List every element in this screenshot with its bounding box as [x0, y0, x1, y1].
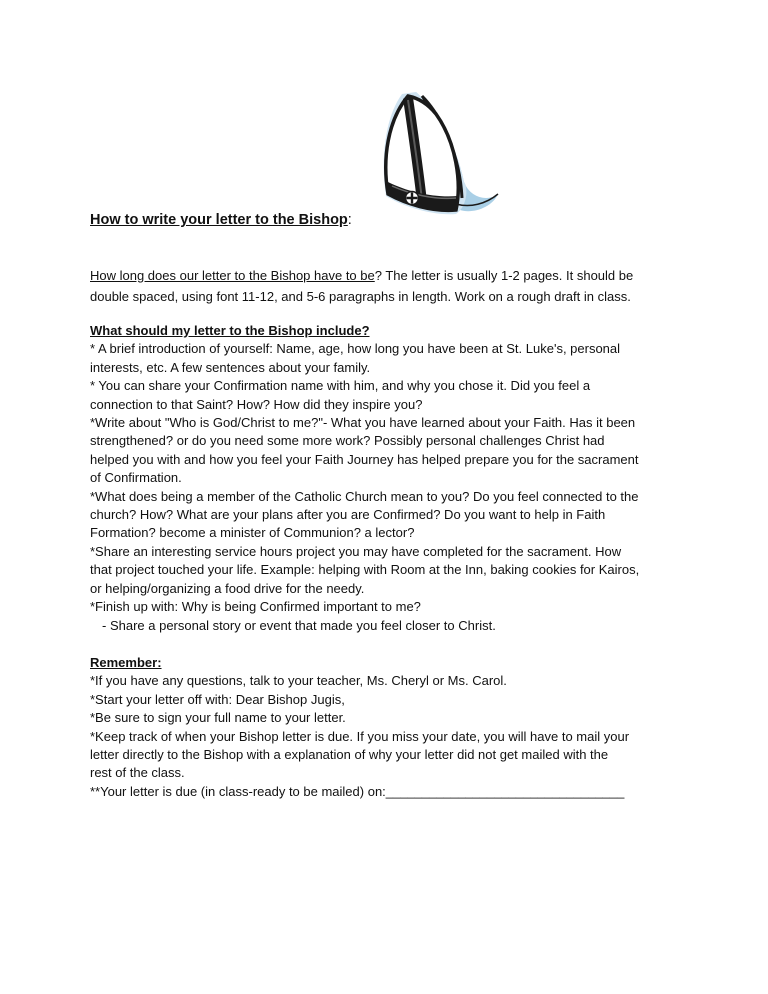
remember-line: *Be sure to sign your full name to your letter. — [90, 710, 346, 726]
length-answer-2: double spaced, using font 11-12, and 5-6 paragraphs in length. Work on a rough draft in class. — [90, 288, 631, 304]
include-line: * You can share your Confirmation name with him, and why you chose it. Did you feel a — [90, 378, 591, 394]
remember-line: rest of the class. — [90, 765, 185, 781]
remember-line: *Keep track of when your Bishop letter is due. If you miss your date, you will have to mail your — [90, 728, 630, 744]
page-title — [90, 211, 352, 229]
include-line: or helping/organizing a food drive for the needy. — [90, 580, 365, 596]
include-line: *Finish up with: Why is being Confirmed important to me? — [90, 599, 421, 615]
include-line: Formation? become a minister of Communion? a lector? — [90, 525, 415, 541]
length-section — [90, 267, 690, 306]
include-line: of Confirmation. — [90, 470, 182, 486]
page-title-text: How to write your letter to the Bishop — [90, 212, 348, 228]
include-line: church? How? What are your plans after you are Confirmed? Do you want to help in Faith — [90, 507, 606, 523]
remember-line: letter directly to the Bishop with a explanation of why your letter did not get mailed with the — [90, 747, 609, 763]
include-line: that project touched your life. Example: helping with Room at the Inn, baking cookies for Kairos, — [90, 562, 640, 578]
include-line: helped you with and how you feel your Faith Journey has helped prepare you for the sacrament — [90, 451, 639, 467]
include-indented-line: - Share a personal story or event that made you feel closer to Christ. — [102, 617, 496, 633]
include-section — [90, 322, 690, 635]
length-question: How long does our letter to the Bishop have to be — [90, 268, 375, 283]
remember-due-line: **Your letter is due (in class-ready to be mailed) on:_________________________________ — [90, 783, 625, 799]
length-answer-1: ? The letter is usually 1-2 pages. It should be — [374, 268, 634, 283]
bishop-mitre-icon — [372, 86, 504, 226]
include-line: *What does being a member of the Catholic Church mean to you? Do you feel connected to the — [90, 488, 639, 504]
include-line: *Write about "Who is God/Christ to me?"- What you have learned about your Faith. Has it been — [90, 415, 636, 431]
include-line: * A brief introduction of yourself: Name, age, how long you have been at St. Luke's, personal — [90, 341, 621, 357]
remember-line: *Start your letter off with: Dear Bishop Jugis, — [90, 691, 345, 707]
include-line: connection to that Saint? How? How did they inspire you? — [90, 396, 423, 412]
page-title-colon: : — [347, 212, 352, 228]
remember-heading: Remember: — [90, 655, 162, 670]
remember-line: *If you have any questions, talk to your teacher, Ms. Cheryl or Ms. Carol. — [90, 673, 507, 689]
length-line-1 — [90, 267, 690, 285]
include-line: *Share an interesting service hours project you may have completed for the sacrament. How — [90, 543, 622, 559]
include-line: strengthened? or do you need some more work? Possibly personal challenges Christ had — [90, 433, 605, 449]
include-heading: What should my letter to the Bishop include? — [90, 323, 370, 338]
include-line: interests, etc. A few sentences about your family. — [90, 359, 371, 375]
remember-section — [90, 654, 690, 801]
